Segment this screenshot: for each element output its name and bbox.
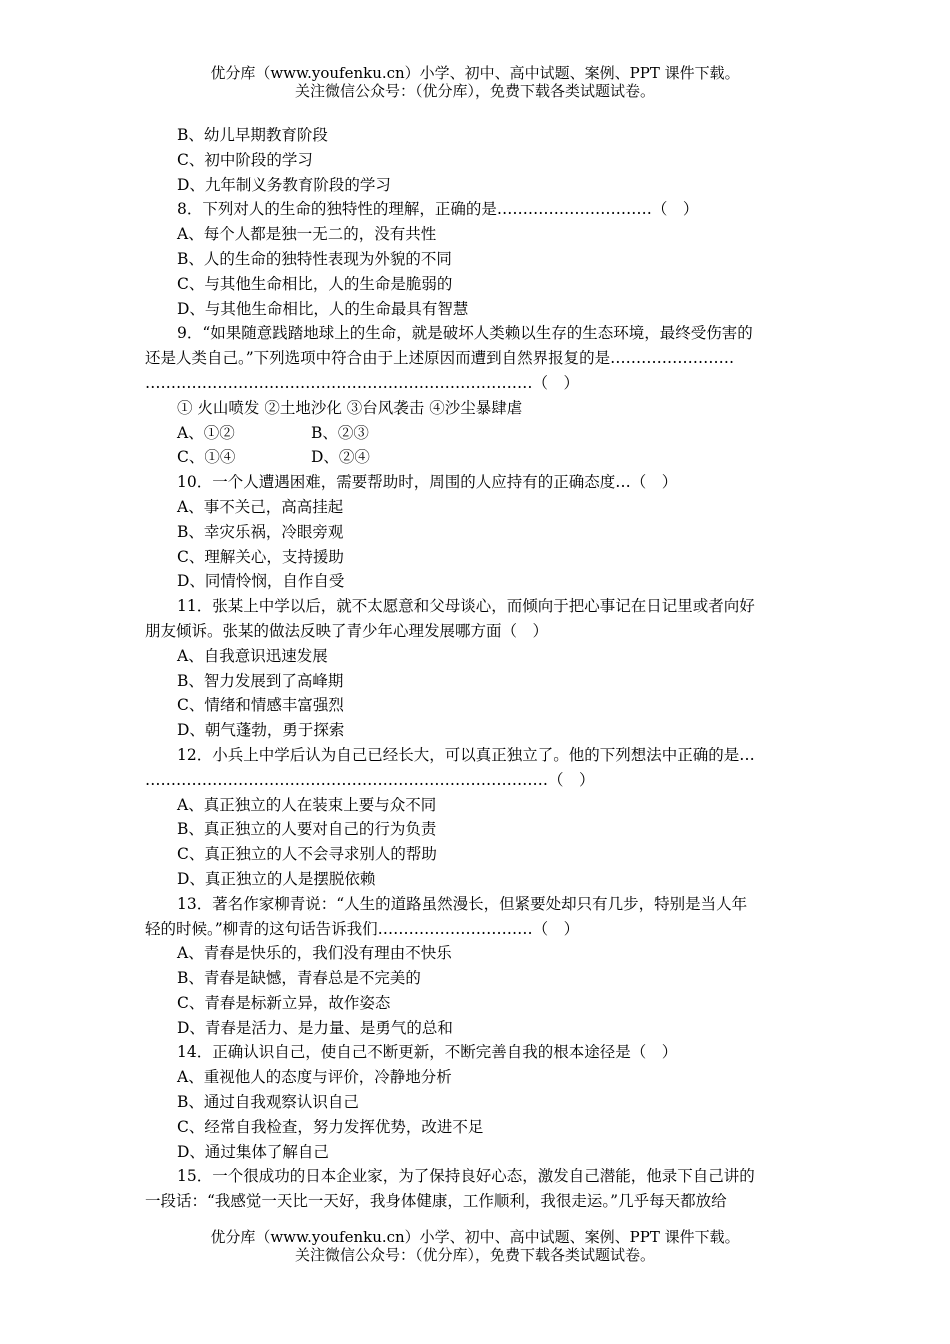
text-line: 13．著名作家柳青说：“人生的道路虽然漫长，但紧要处却只有几步，特别是当人年 xyxy=(177,894,748,913)
text-line: 还是人类自己。”下列选项中符合由于上述原因而遭到自然界报复的是…………………… xyxy=(145,349,735,368)
text-line: B、真正独立的人要对自己的行为负责 xyxy=(177,820,437,839)
page-footer xyxy=(0,1228,950,1264)
text-line: D、与其他生命相比，人的生命最具有智慧 xyxy=(177,299,469,318)
text-line: ……………………………………………………………………（ ） xyxy=(145,770,595,789)
text-line: 8．下列对人的生命的独特性的理解，正确的是…………………………（ ） xyxy=(177,200,699,219)
text-line: B、青春是缺憾，青春总是不完美的 xyxy=(177,969,421,988)
text-line: B、人的生命的独特性表现为外貌的不同 xyxy=(177,249,452,268)
text-line: 15．一个很成功的日本企业家，为了保持良好心态，激发自己潜能，他录下自己讲的 xyxy=(177,1167,755,1186)
footer-line-1: 优分库（www.youfenku.cn）小学、初中、高中试题、案例、PPT 课件下载。 xyxy=(210,1228,740,1246)
text-line: D、青春是活力、是力量、是勇气的总和 xyxy=(177,1018,453,1037)
text-line: C、与其他生命相比，人的生命是脆弱的 xyxy=(177,274,453,293)
text-line: 11．张某上中学以后，就不太愿意和父母谈心，而倾向于把心事记在日记里或者向好 xyxy=(177,597,755,616)
header-line-2: 关注微信公众号：（优分库），免费下载各类试题试卷。 xyxy=(294,82,655,100)
option-right: D、②④ xyxy=(311,448,370,467)
text-line: ① 火山喷发 ②土地沙化 ③台风袭击 ④沙尘暴肆虐 xyxy=(177,398,523,417)
text-line: 12．小兵上中学后认为自己已经长大，可以真正独立了。他的下列想法中正确的是… xyxy=(177,745,755,764)
page-header xyxy=(0,64,950,100)
document-body xyxy=(145,123,815,1214)
text-line: B、幼儿早期教育阶段 xyxy=(177,126,328,144)
text-line: C、理解关心，支持援助 xyxy=(177,547,344,566)
text-line: A、青春是快乐的，我们没有理由不快乐 xyxy=(177,944,452,963)
text-line: D、同情怜悯，自作自受 xyxy=(177,572,345,591)
text-line: C、经常自我检查，努力发挥优势，改进不足 xyxy=(177,1117,484,1136)
text-line: 轻的时候。”柳青的这句话告诉我们…………………………（ ） xyxy=(145,919,580,938)
text-line: …………………………………………………………………（ ） xyxy=(145,373,580,392)
text-line: B、通过自我观察认识自己 xyxy=(177,1093,359,1112)
text-line xyxy=(145,445,815,470)
text-line xyxy=(145,421,815,446)
text-line: A、自我意识迅速发展 xyxy=(177,646,328,665)
text-line: B、幸灾乐祸，冷眼旁观 xyxy=(177,522,344,541)
text-line: 14．正确认识自己，使自己不断更新，不断完善自我的根本途径是（ ） xyxy=(177,1043,678,1062)
text-line: A、每个人都是独一无二的，没有共性 xyxy=(177,225,437,244)
text-line: B、智力发展到了高峰期 xyxy=(177,671,344,690)
text-line: 10．一个人遭遇困难，需要帮助时，周围的人应持有的正确态度…（ ） xyxy=(177,473,678,492)
text-line: C、初中阶段的学习 xyxy=(177,150,313,169)
text-line: C、青春是标新立异，故作姿态 xyxy=(177,993,391,1012)
text-line: D、九年制义务教育阶段的学习 xyxy=(177,175,391,194)
text-line: D、真正独立的人是摆脱依赖 xyxy=(177,869,376,888)
option-right: B、②③ xyxy=(311,423,369,442)
text-line: C、情绪和情感丰富强烈 xyxy=(177,696,344,715)
text-line: 朋友倾诉。张某的做法反映了青少年心理发展哪方面（ ） xyxy=(145,621,549,640)
text-line: C、真正独立的人不会寻求别人的帮助 xyxy=(177,845,437,864)
text-line: A、真正独立的人在装束上要与众不同 xyxy=(177,795,437,814)
header-line-1: 优分库（www.youfenku.cn）小学、初中、高中试题、案例、PPT 课件下载。 xyxy=(210,64,740,82)
text-line: A、事不关己，高高挂起 xyxy=(177,497,344,516)
text-line: 一段话：“我感觉一天比一天好，我身体健康，工作顺利，我很走运。”几乎每天都放给 xyxy=(145,1192,727,1211)
option-left: A、①② xyxy=(177,423,235,442)
text-line: D、通过集体了解自己 xyxy=(177,1142,329,1161)
text-line: A、重视他人的态度与评价，冷静地分析 xyxy=(177,1068,452,1087)
text-line: 9．“如果随意践踏地球上的生命，就是破坏人类赖以生存的生态环境，最终受伤害的 xyxy=(177,324,753,343)
footer-line-2: 关注微信公众号：（优分库），免费下载各类试题试卷。 xyxy=(294,1246,655,1264)
option-left: C、①④ xyxy=(177,448,236,467)
text-line: D、朝气蓬勃，勇于探索 xyxy=(177,721,345,740)
